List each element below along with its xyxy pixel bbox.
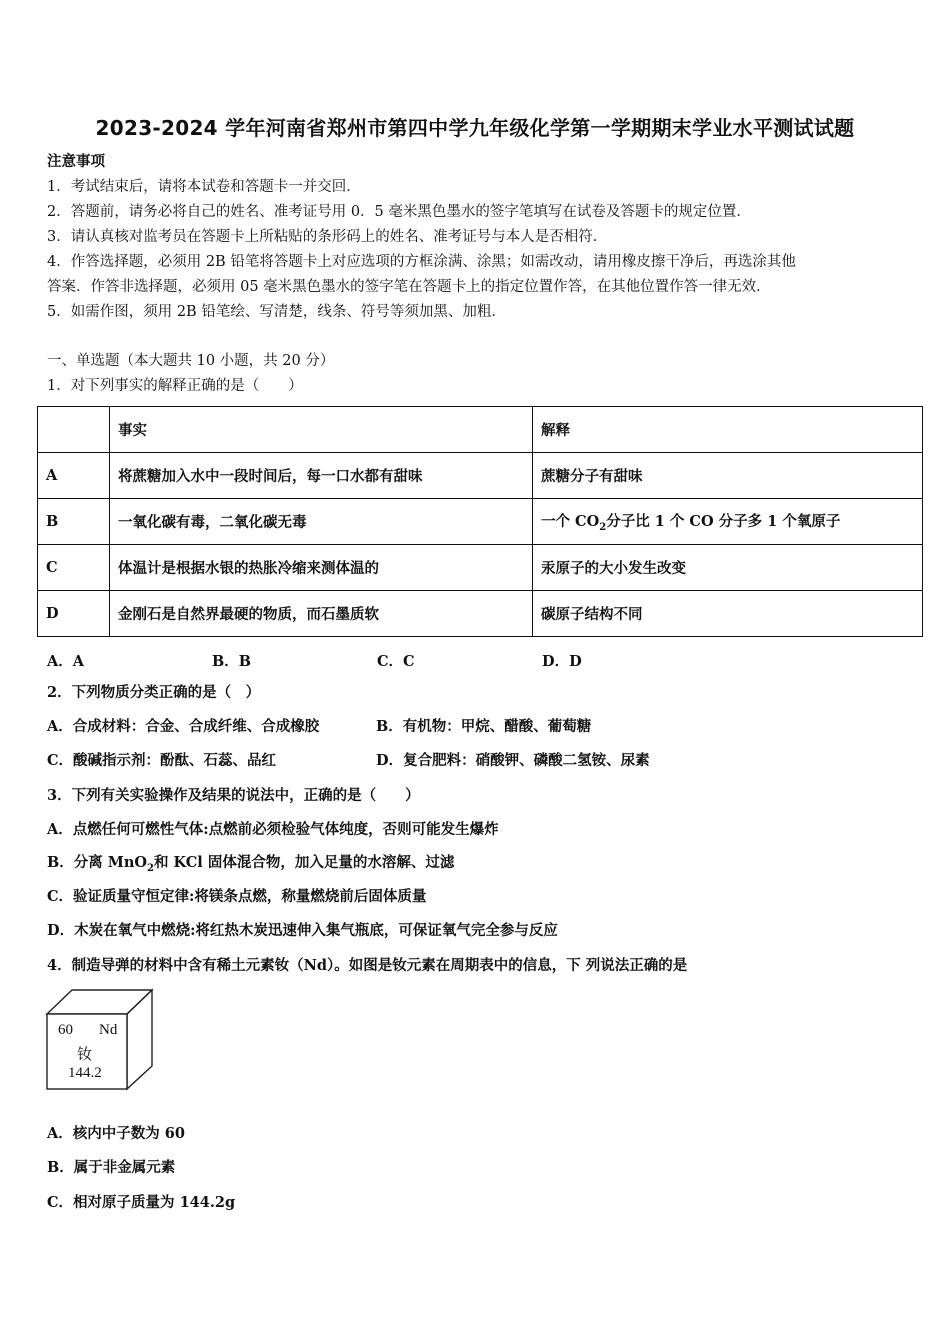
option-a: A．点燃任何可燃性气体:点燃前必须检验气体纯度，否则可能发生爆炸 (47, 821, 499, 838)
table-header-row (38, 407, 923, 453)
element-name: 钕 (77, 1047, 93, 1063)
notice-item: 2．答题前，请务必将自己的姓名、准考证号用 0．5 毫米黑色墨水的签字笔填写在试卷及答题卡的规定位置． (47, 204, 751, 220)
option-d: D．木炭在氧气中燃烧:将红热木炭迅速伸入集气瓶底，可保证氧气完全参与反应 (47, 922, 558, 939)
row-label: A (38, 453, 110, 499)
question-stem: 1．对下列事实的解释正确的是（ ） (47, 378, 303, 394)
notice-item: 答案．作答非选择题，必须用 05 毫米黑色墨水的签字笔在答题卡上的指定位置作答，在其他位置作答一律无效． (47, 279, 771, 295)
row-explain: 碳原子结构不同 (533, 591, 923, 637)
row-explain: 蔗糖分子有甜味 (533, 453, 923, 499)
option-a: A．核内中子数为 60 (47, 1125, 185, 1142)
element-symbol: Nd (99, 1022, 118, 1038)
row-label: D (38, 591, 110, 637)
option-c: C．验证质量守恒定律:将镁条点燃，称量燃烧前后固体质量 (47, 888, 427, 905)
notice-heading: 注意事项 (47, 153, 105, 170)
row-fact: 一氧化碳有毒，二氧化碳无毒 (110, 499, 533, 545)
table-row (38, 545, 923, 591)
row-fact: 将蔗糖加入水中一段时间后，每一口水都有甜味 (110, 453, 533, 499)
row-label: B (38, 499, 110, 545)
question-stem: 3．下列有关实验操作及结果的说法中，正确的是（ ） (47, 787, 420, 804)
table-row (38, 453, 923, 499)
row-fact: 金刚石是自然界最硬的物质，而石墨质软 (110, 591, 533, 637)
explain-text: 分子比 1 个 CO 分子多 1 个氧原子 (606, 513, 841, 531)
option-a: A．A (47, 653, 85, 670)
atomic-mass: 144.2 (68, 1065, 102, 1081)
table-header-cell: 解释 (533, 407, 923, 453)
table-row (38, 499, 923, 545)
table-header-cell: 事实 (110, 407, 533, 453)
element-card (44, 988, 156, 1092)
question-stem: 4．制造导弹的材料中含有稀土元素钕（Nd）。如图是钕元素在周期表中的信息，下 列说法正确的是 (47, 957, 688, 974)
option-c: C．相对原子质量为 144.2g (47, 1194, 236, 1211)
option-a: A．合成材料：合金、合成纤维、合成橡胶 (47, 718, 320, 735)
section-heading: 一、单选题（本大题共 10 小题，共 20 分） (47, 353, 335, 369)
option-b: B．属于非金属元素 (47, 1159, 176, 1176)
option-b (47, 853, 454, 879)
notice-item: 5．如需作图，须用 2B 铅笔绘、写清楚，线条、符号等须加黑、加粗． (47, 304, 506, 320)
option-b: B．有机物：甲烷、醋酸、葡萄糖 (376, 718, 592, 735)
question-stem: 2．下列物质分类正确的是（ ） (47, 684, 261, 701)
notice-item: 4．作答选择题，必须用 2B 铅笔将答题卡上对应选项的方框涂满、涂黑；如需改动，请用橡皮擦干净后，再选涂其他 (47, 254, 796, 270)
page-title: 2023-2024 学年河南省郑州市第四中学九年级化学第一学期期末学业水平测试试题 (95, 116, 855, 140)
row-explain (533, 499, 923, 545)
explain-text: 一个 CO (541, 513, 600, 531)
row-label: C (38, 545, 110, 591)
row-explain: 汞原子的大小发生改变 (533, 545, 923, 591)
option-text: B．分离 MnO (47, 854, 148, 871)
option-d: D．D (542, 653, 582, 670)
notice-item: 1．考试结束后，请将本试卷和答题卡一并交回． (47, 179, 361, 195)
subscript: 2 (147, 862, 154, 874)
subscript: 2 (599, 521, 607, 533)
notice-item: 3．请认真核对监考员在答题卡上所粘贴的条形码上的姓名、准考证号与本人是否相符． (47, 229, 608, 245)
option-c: C．C (377, 653, 415, 670)
option-text: 和 KCl 固体混合物，加入足量的水溶解、过滤 (154, 854, 455, 871)
option-c: C．酸碱指示剂：酚酞、石蕊、品红 (47, 752, 277, 769)
option-b: B．B (212, 653, 252, 670)
table-header-cell (38, 407, 110, 453)
atomic-number: 60 (58, 1022, 73, 1038)
facts-table (37, 406, 923, 637)
row-fact: 体温计是根据水银的热胀冷缩来测体温的 (110, 545, 533, 591)
option-d: D．复合肥料：硝酸钾、磷酸二氢铵、尿素 (376, 752, 650, 769)
table-row (38, 591, 923, 637)
